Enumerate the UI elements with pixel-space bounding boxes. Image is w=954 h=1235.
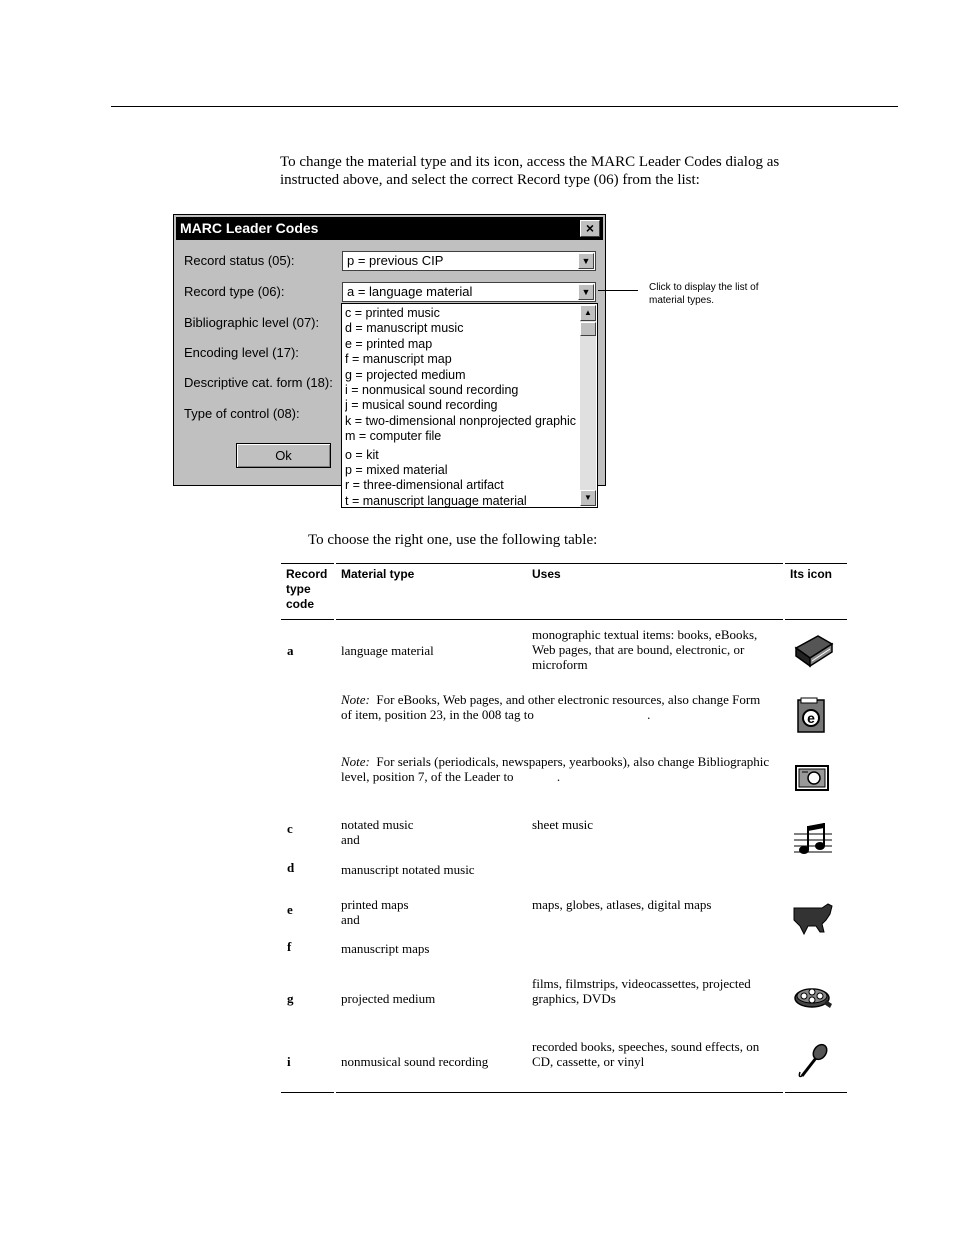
dropdown-option[interactable]: e = printed map — [345, 336, 433, 351]
type-of-control-label: Type of control (08): — [184, 406, 300, 421]
dropdown-option[interactable]: t = manuscript language material — [345, 493, 527, 508]
dropdown-option[interactable]: k = two-dimensional nonprojected graphic — [345, 413, 577, 428]
header-rule — [111, 106, 898, 107]
music-note-icon — [792, 820, 834, 858]
scroll-down-icon[interactable]: ▼ — [580, 490, 596, 506]
and-text: and — [341, 832, 360, 847]
code-e: e — [287, 902, 293, 917]
chevron-down-icon[interactable]: ▼ — [578, 253, 594, 269]
dialog-titlebar — [176, 217, 603, 240]
ok-button[interactable]: Ok — [236, 443, 331, 468]
table-rule — [785, 1092, 847, 1093]
material-a: language material — [341, 643, 434, 658]
chevron-down-icon[interactable]: ▼ — [578, 284, 594, 300]
map-icon — [792, 902, 834, 940]
bibliographic-level-label: Bibliographic level (07): — [184, 315, 320, 330]
code-d: d — [287, 860, 295, 875]
table-rule — [281, 619, 334, 620]
microphone-icon — [792, 1042, 834, 1080]
record-type-label: Record type (06): — [184, 284, 285, 299]
record-status-label: Record status (05): — [184, 253, 295, 268]
descriptive-cat-form-label: Descriptive cat. form (18): — [184, 375, 333, 390]
dropdown-option[interactable]: g = projected medium — [345, 367, 466, 382]
ebook-icon — [792, 696, 834, 734]
code-i: i — [287, 1054, 291, 1069]
film-reel-icon — [792, 978, 834, 1016]
code-c: c — [287, 821, 293, 836]
header-material-type: Material type — [341, 567, 415, 581]
dropdown-option[interactable]: o = kit — [345, 447, 379, 462]
record-type-select[interactable]: a = language material ▼ — [342, 282, 596, 302]
book-icon — [792, 630, 834, 668]
intro-paragraph: To change the material type and its icon, access the MARC Leader Codes dialog as instructed above, and select the correct Record type (06) from the list: — [280, 154, 780, 188]
header-its-icon: Its icon — [790, 567, 833, 581]
record-type-dropdown-list[interactable] — [341, 303, 598, 508]
dropdown-option[interactable]: d = manuscript music — [345, 321, 464, 336]
table-rule — [336, 563, 783, 564]
note-serials: Note: For serials (periodicals, newspapers, yearbooks), also change Bibliographic level, position 7, of the Leader to . — [341, 754, 770, 784]
uses-c: sheet music — [532, 817, 594, 832]
uses-g: films, filmstrips, videocassettes, projected graphics, DVDs — [532, 976, 751, 1006]
material-e: printed maps and — [341, 897, 409, 927]
code-a: a — [287, 643, 294, 658]
header-uses: Uses — [532, 567, 561, 581]
dropdown-option[interactable]: i = nonmusical sound recording — [345, 382, 519, 397]
callout-leader-line — [598, 290, 638, 291]
dropdown-items — [345, 306, 577, 508]
scroll-thumb[interactable] — [580, 322, 596, 336]
table-rule — [336, 619, 783, 620]
dropdown-option[interactable]: j = musical sound recording — [345, 398, 498, 413]
material-c: notated music and — [341, 817, 414, 847]
uses-i: recorded books, speeches, sound effects, on CD, cassette, or vinyl — [532, 1039, 760, 1069]
and-text: and — [341, 912, 360, 927]
uses-e: maps, globes, atlases, digital maps — [532, 897, 712, 912]
dialog-title: MARC Leader Codes — [180, 220, 319, 236]
dropdown-option[interactable]: p = mixed material — [345, 462, 448, 477]
material-g: projected medium — [341, 991, 436, 1006]
table-rule — [785, 619, 847, 620]
dropdown-option[interactable]: c = printed music — [345, 306, 440, 320]
header-record-type-code: Record type code — [286, 567, 328, 611]
table-intro: To choose the right one, use the following table: — [308, 532, 598, 548]
svg-text:e: e — [807, 710, 815, 726]
serial-icon — [792, 758, 834, 796]
table-rule — [281, 1092, 334, 1093]
table-rule — [785, 563, 847, 564]
uses-a: monographic textual items: books, eBooks, Web pages, that are bound, electronic, or microform — [532, 627, 758, 672]
material-f: manuscript maps — [341, 941, 430, 956]
table-rule — [281, 563, 334, 564]
note-label: Note: — [341, 754, 370, 769]
scrollbar[interactable] — [580, 305, 596, 506]
encoding-level-label: Encoding level (17): — [184, 345, 299, 360]
scroll-up-icon[interactable]: ▲ — [580, 305, 596, 321]
close-button[interactable]: × — [580, 220, 600, 237]
material-i: nonmusical sound recording — [341, 1054, 489, 1069]
code-f: f — [287, 939, 292, 954]
code-g: g — [287, 991, 294, 1006]
dropdown-option[interactable]: m = computer file — [345, 429, 442, 444]
dropdown-option[interactable]: f = manuscript map — [345, 352, 452, 367]
table-rule — [336, 1092, 783, 1093]
dropdown-option[interactable]: r = three-dimensional artifact — [345, 478, 504, 493]
record-status-select[interactable]: p = previous CIP ▼ — [342, 251, 596, 271]
callout-text: Click to display the list of material types. — [649, 282, 759, 306]
material-d: manuscript notated music — [341, 862, 475, 877]
note-label: Note: — [341, 692, 370, 707]
note-ebooks: Note: For eBooks, Web pages, and other electronic resources, also change Form of item, position 23, in the 008 tag to . — [341, 692, 761, 722]
